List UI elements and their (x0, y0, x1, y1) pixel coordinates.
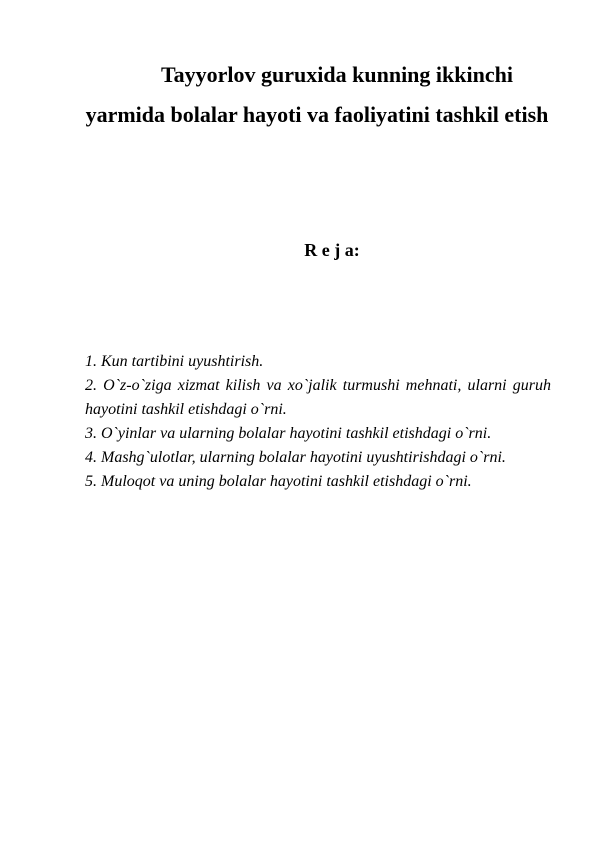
plan-item-5: 5. Muloqot va uning bolalar hayotini tashkil etishdagi o`rni. (85, 473, 472, 490)
plan-item-1: 1. Kun tartibini uyushtirish. (85, 353, 264, 370)
plan-list (85, 350, 551, 494)
plan-heading: R e j a: (304, 240, 360, 260)
plan-item-2: 2. O`z-o`ziga xizmat kilish va xo`jalik turmushi mehnati, ularni guruh hayotini tashkil etishdagi o`rni. (85, 377, 551, 418)
plan-item-3: 3. O`yinlar va ularning bolalar hayotini tashkil etishdagi o`rni. (85, 425, 492, 442)
document-title: Tayyorlov guruxida kunning ikkinchi yarmida bolalar hayoti va faoliyatini tashkil etish (85, 62, 549, 127)
plan-item-4: 4. Mashg`ulotlar, ularning bolalar hayotini uyushtirishdagi o`rni. (85, 449, 506, 466)
